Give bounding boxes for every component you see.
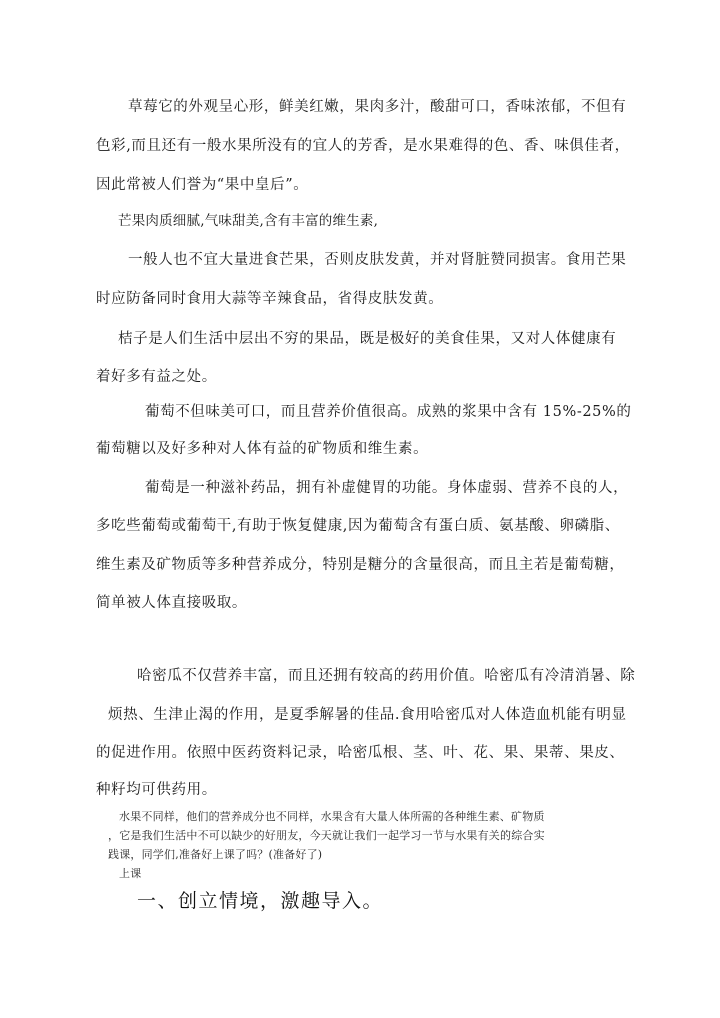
mango-intro-line: 芒果肉质细腻,气味甜美,含有丰富的维生素, (118, 213, 379, 229)
orange-line-2: 着好多有益之处。 (96, 369, 217, 385)
hami-melon-line-3: 的促进作用。依照中医药资料记录，哈密瓜根、茎、叶、花、果、果蒂、果皮、 (96, 745, 625, 761)
section-heading: 一、创立情境，激趣导入。 (137, 890, 384, 912)
lesson-intro-line-2: ，它是我们生活中不可以缺少的好朋友，今天就让我们一起学习一节与水果有关的综合实 (108, 829, 545, 842)
strawberry-line-2: 色彩,而且还有一般水果所没有的宜人的芳香，是水果难得的色、香、味俱佳者， (96, 138, 630, 154)
strawberry-line-1: 草莓它的外观呈心形，鲜美红嫩，果肉多汁，酸甜可口，香味浓郁，不但有 (128, 99, 627, 115)
grape-nutrition-line-2: 葡萄糖以及好多种对人体有益的矿物质和维生素。 (96, 441, 429, 457)
grape-medicine-line-4: 简单被人体直接吸取。 (96, 595, 247, 611)
grape-medicine-line-2: 多吃些葡萄或葡萄干,有助于恢复健康,因为葡萄含有蛋白质、氨基酸、卵磷脂、 (96, 518, 620, 534)
lesson-intro-line-3: 践课，同学们,准备好上课了吗？(准备好了) (108, 848, 323, 861)
lesson-intro-line-1: 水果不同样，他们的营养成分也不同样，水果含有大量人体所需的各种维生素、矿物质 (119, 810, 545, 823)
grape-medicine-line-3: 维生素及矿物质等多种营养成分，特别是糖分的含量很高，而且主若是葡萄糖， (96, 557, 625, 573)
strawberry-line-3: 因此常被人们誉为“果中皇后”。 (96, 177, 309, 193)
grape-medicine-line-1: 葡萄是一种滋补药品，拥有补虚健胃的功能。身体虚弱、营养不良的人， (145, 480, 629, 496)
orange-line-1: 桔子是人们生活中层出不穷的果品，既是极好的美食佳果，又对人体健康有 (118, 331, 617, 347)
hami-melon-line-1: 哈密瓜不仅营养丰富，而且还拥有较高的药用价值。哈密瓜有冷清消暑、除 (137, 668, 636, 684)
grape-nutrition-line-1: 葡萄不但味美可口，而且营养价值很高。成熟的浆果中含有 15%-25%的 (145, 404, 632, 420)
mango-warning-line-1: 一般人也不宜大量进食芒果，否则皮肤发黄，并对肾脏赞同损害。食用芒果 (128, 252, 627, 268)
mango-warning-line-2: 时应防备同时食用大蒜等辛辣食品，省得皮肤发黄。 (96, 291, 444, 307)
hami-melon-line-4: 种籽均可供药用。 (96, 782, 217, 798)
hami-melon-line-2: 烦热、生津止渴的作用，是夏季解暑的佳品.食用哈密瓜对人体造血机能有明显 (108, 707, 627, 723)
class-begins-label: 上课 (119, 867, 142, 880)
